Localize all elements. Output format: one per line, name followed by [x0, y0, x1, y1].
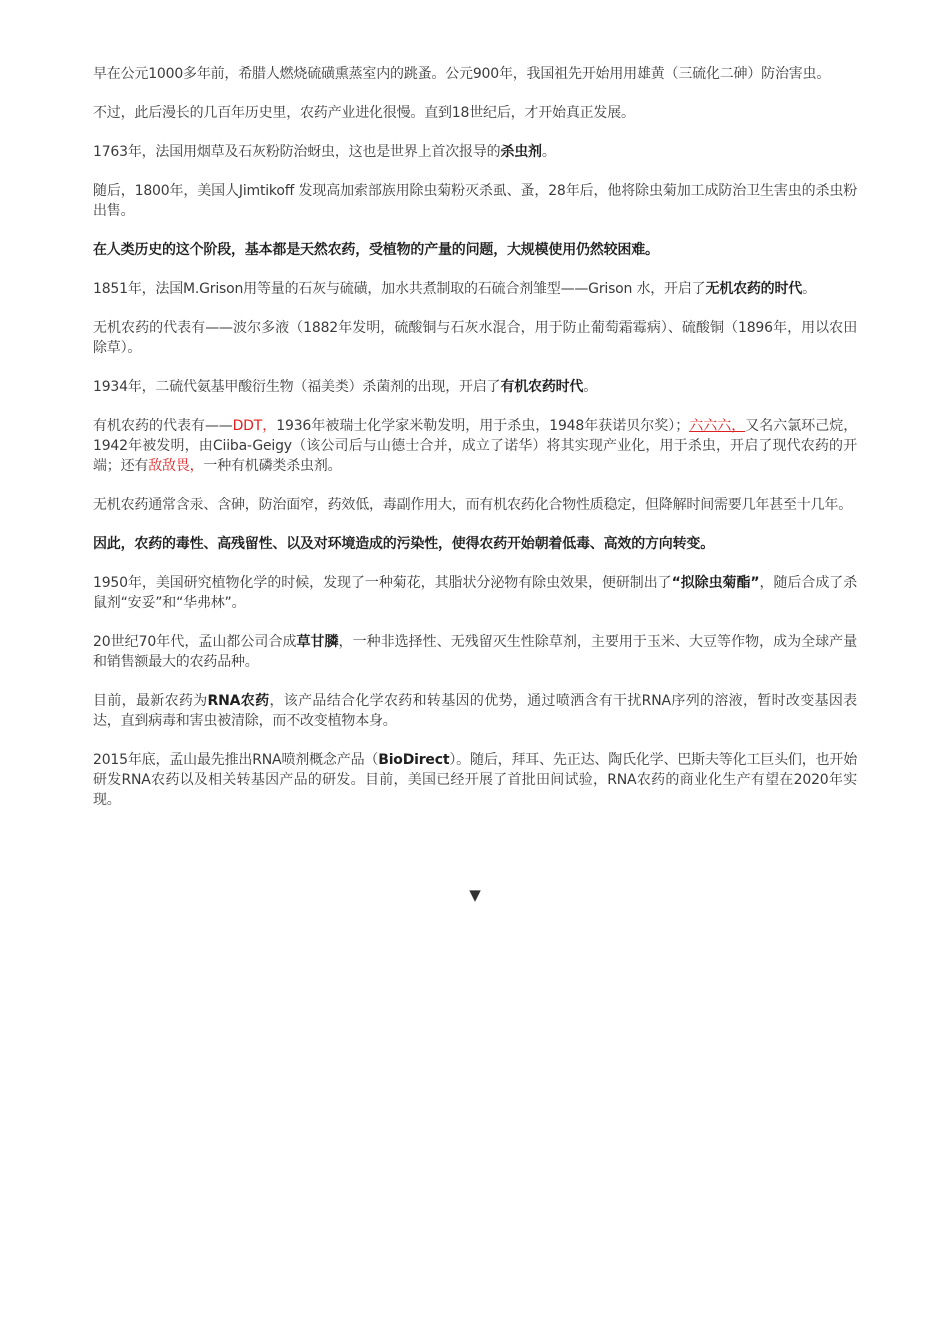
paragraph-text: 目前，最新农药为 [93, 693, 208, 709]
paragraph-text: 。 [583, 379, 598, 395]
paragraph-text: 早在公元1000多年前，希腊人燃烧硫磺熏蒸室内的跳蚤。公元900年，我国祖先开始用用雄黄（三硫化二砷）防治害虫。 [93, 66, 831, 82]
paragraph-text: 无机农药的代表有——波尔多液（1882年发明，硫酸铜与石灰水混合，用于防止葡萄霜霉病）、硫酸铜（1896年，用以农田除草）。 [93, 320, 857, 356]
article-paragraph [93, 279, 857, 299]
article-paragraph [93, 142, 857, 162]
article-paragraph [93, 495, 857, 515]
bold-text: 无机农药的时代 [705, 281, 803, 297]
paragraph-text: ）。随后，拜耳、先正达、陶氏化学、巴斯夫等化工巨头们，也开始研发RNA农药以及相关转基因产品的研发。目前，美国已经开展了首批田间试验，RNA农药的商业化生产有望在2020年实现。 [93, 752, 858, 808]
paragraph-text: 不过，此后漫长的几百年历史里，农药产业进化很慢。直到18世纪后，才开始真正发展。 [93, 105, 635, 121]
bold-text: RNA农药 [207, 693, 270, 709]
paragraph-text: ，该产品结合化学农药和转基因的优势，通过喷洒含有干扰RNA序列的溶液，暂时改变基因表达，直到病毒和害虫被清除，而不改变植物本身。 [93, 693, 857, 729]
article-paragraph [93, 573, 857, 613]
paragraph-text: 无机农药通常含汞、含砷，防治面窄，药效低，毒副作用大，而有机农药化合物性质稳定，但降解时间需要几年甚至十几年。 [93, 497, 852, 513]
paragraph-text: 一种有机磷类杀虫剂。 [203, 458, 342, 474]
paragraph-text: 1851年，法国M.Grison用等量的石灰与硫磺，加水共煮制取的石硫合剂雏型——Grison 水，开启了 [93, 281, 706, 297]
paragraph-text: 。 [802, 281, 816, 297]
paragraph-text: 2015年底，孟山最先推出RNA喷剂概念产品（ [93, 752, 379, 768]
article-paragraph [93, 534, 857, 554]
bold-text: 有机农药时代 [500, 379, 584, 395]
paragraph-text: 随后，1800年，美国人Jimtikoff 发现高加索部族用除虫菊粉灭杀虱、蚤，28年后，他将除虫菊加工成防治卫生害虫的杀虫粉出售。 [93, 183, 857, 219]
bold-text: 杀虫剂 [500, 144, 542, 160]
highlight-text: DDT， [232, 418, 277, 434]
bold-text: 因此，农药的毒性、高残留性、以及对环境造成的污染性，使得农药开始朝着低毒、高效的方向转变。 [93, 536, 714, 552]
paragraph-text: ，随后合成了杀鼠剂“安妥”和“华弗林”。 [93, 575, 857, 611]
article-paragraph [93, 64, 857, 84]
article-paragraph [93, 103, 857, 123]
paragraph-text: 1763年，法国用烟草及石灰粉防治蚜虫，这也是世界上首次报导的 [93, 144, 501, 160]
article-paragraph [93, 750, 857, 810]
paragraph-text: 1936年被瑞士化学家米勒发明，用于杀虫，1948年获诺贝尔奖）； [276, 418, 690, 434]
paragraph-text: 20世纪70年代，孟山都公司合成 [93, 634, 297, 650]
bold-text: 草甘膦 [296, 634, 339, 650]
article-paragraph [93, 416, 857, 476]
highlight-text: 敌敌畏， [148, 458, 204, 474]
article-paragraph [93, 181, 857, 221]
bold-text: “拟除虫菊酯” [671, 575, 760, 591]
article-paragraph [93, 691, 857, 731]
article-paragraph [93, 377, 857, 397]
paragraph-text: 。 [541, 144, 556, 160]
paragraph-text: 又名六氯环己烷，1942年被发明，由Ciiba-Geigy（该公司后与山德士合并，成立了诺华）将其实现产业化，用于杀虫，开启了现代农药的开端；还有 [93, 418, 858, 474]
bold-text: 在人类历史的这个阶段，基本都是天然农药，受植物的产量的问题，大规模使用仍然较困难。 [93, 242, 659, 258]
paragraph-text: 1934年，二硫代氨基甲酸衍生物（福美类）杀菌剂的出现，开启了 [93, 379, 501, 395]
paragraph-text: ，一种非选择性、无残留灭生性除草剂，主要用于玉米、大豆等作物，成为全球产量和销售额最大的农药品种。 [93, 634, 857, 670]
article-body [93, 64, 857, 829]
bold-text: BioDirect [378, 752, 450, 768]
down-arrow-icon: ▼ [469, 886, 481, 904]
paragraph-text: 1950年，美国研究植物化学的时候，发现了一种菊花，其脂状分泌物有除虫效果，便研制出了 [93, 575, 672, 591]
article-paragraph [93, 318, 857, 358]
article-paragraph [93, 240, 857, 260]
article-paragraph [93, 632, 857, 672]
highlight-text: 六六六， [689, 418, 746, 434]
paragraph-text: 有机农药的代表有—— [93, 418, 233, 434]
